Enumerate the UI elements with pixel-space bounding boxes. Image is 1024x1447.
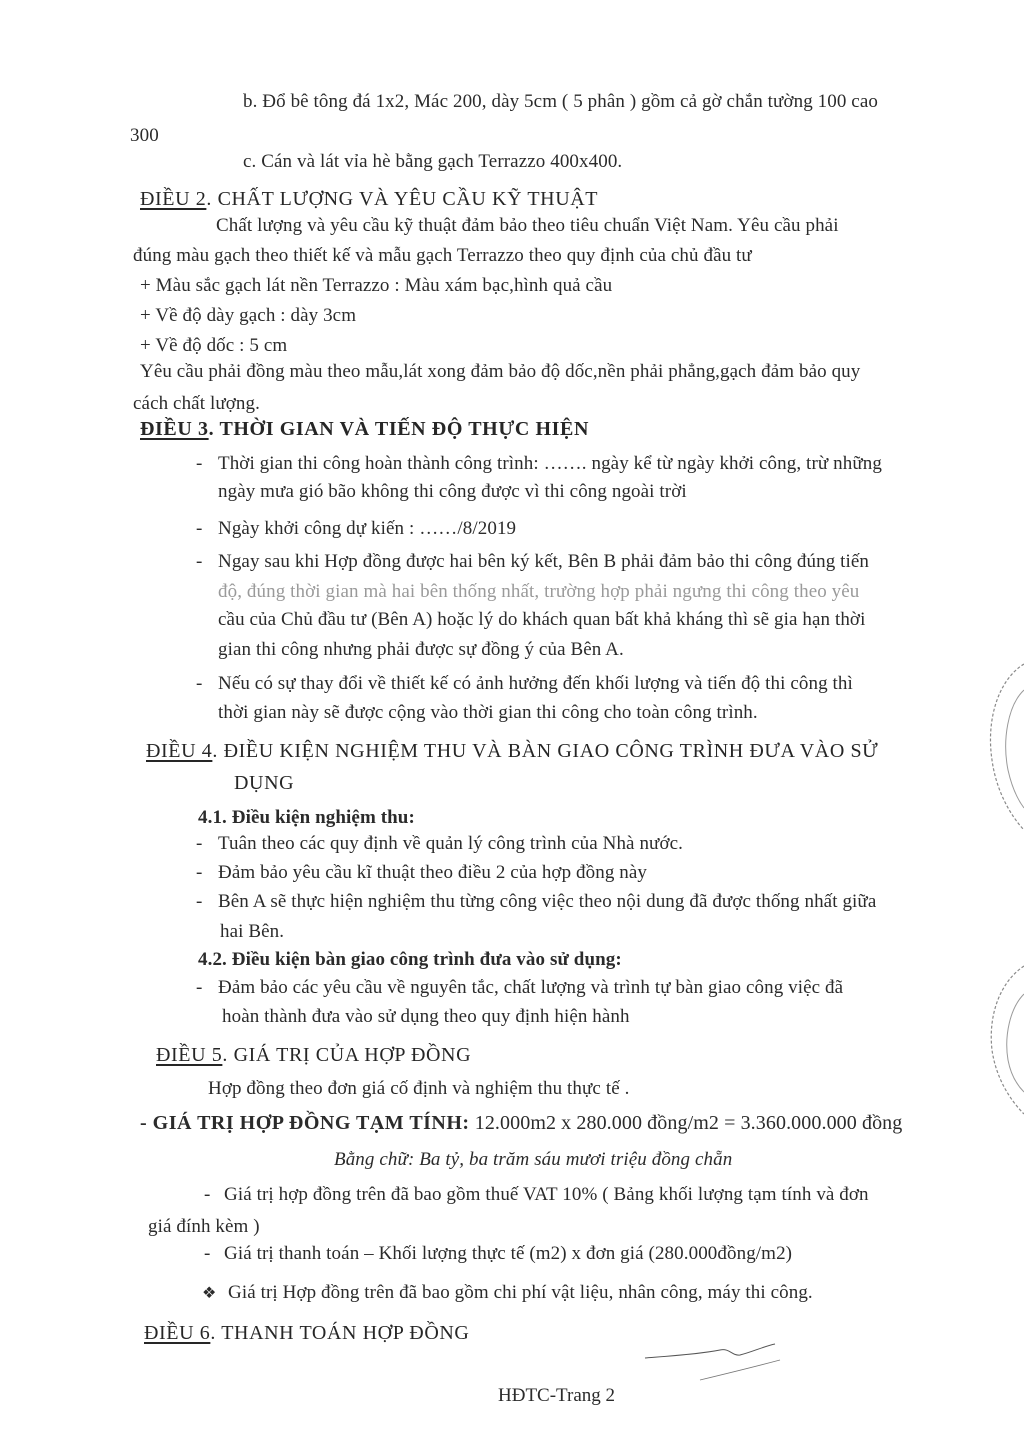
bullet-dash: - xyxy=(196,453,203,474)
list-item-text: Thời gian thi công hoàn thành công trình: ……. ngày kể từ ngày khởi công, trừ những xyxy=(218,453,882,474)
text-line: đúng màu gạch theo thiết kế và mẫu gạch Terrazzo theo quy định của chủ đầu tư xyxy=(133,245,752,266)
text-line: ngày mưa gió bão không thi công được vì thi công ngoài trời xyxy=(218,481,687,502)
section-title: . ĐIỀU KIỆN NGHIỆM THU VÀ BÀN GIAO CÔNG TRÌNH ĐƯA VÀO SỬ xyxy=(212,740,879,762)
section-title: . THANH TOÁN HỢP ĐỒNG xyxy=(210,1322,470,1344)
text-line: Chất lượng và yêu cầu kỹ thuật đảm bảo theo tiêu chuẩn Việt Nam. Yêu cầu phải xyxy=(216,215,839,236)
list-item xyxy=(196,861,647,885)
signature-mark xyxy=(640,1330,800,1390)
text-line: độ, đúng thời gian mà hai bên thống nhất, trường hợp phải ngưng thi công theo yêu xyxy=(218,581,860,602)
section-label: ĐIỀU 3 xyxy=(140,418,209,440)
subsection-heading: 4.2. Điều kiện bàn giao công trình đưa vào sử dụng: xyxy=(198,949,622,970)
list-item xyxy=(196,550,869,574)
text-line: cách chất lượng. xyxy=(133,393,260,414)
list-item-text: Đảm bảo yêu cầu kĩ thuật theo điều 2 của hợp đồng này xyxy=(218,862,648,883)
list-item xyxy=(196,452,882,476)
bullet-dash: - xyxy=(196,862,203,883)
text-line: + Về độ dốc : 5 cm xyxy=(140,335,288,356)
text-line: cầu của Chủ đầu tư (Bên A) hoặc lý do khách quan bất khả kháng thì sẽ gia hạn thời xyxy=(218,609,866,630)
list-item xyxy=(196,976,843,1000)
section-label: ĐIỀU 2 xyxy=(140,188,207,210)
bullet-dash: - xyxy=(204,1243,211,1264)
list-item xyxy=(202,1281,813,1306)
section-label: ĐIỀU 4 xyxy=(146,740,213,762)
list-item-text: Giá trị thanh toán – Khối lượng thực tế (m2) x đơn giá (280.000đồng/m2) xyxy=(224,1243,793,1264)
section-title-continued: DỤNG xyxy=(234,772,295,794)
amount-in-words: Bằng chữ: Ba tỷ, ba trăm sáu mươi triệu đồng chẵn xyxy=(334,1149,733,1170)
section-title: . CHẤT LƯỢNG VÀ YÊU CẦU KỸ THUẬT xyxy=(206,188,599,210)
text-line: hoàn thành đưa vào sử dụng theo quy định hiện hành xyxy=(222,1006,630,1027)
stamp-fragment xyxy=(968,960,1024,1120)
section-heading-dieu-5 xyxy=(156,1042,471,1068)
list-item-text: Tuân theo các quy định về quản lý công trình của Nhà nước. xyxy=(218,833,683,854)
section-title: . GIÁ TRỊ CỦA HỢP ĐỒNG xyxy=(222,1044,472,1066)
stamp-fragment xyxy=(968,660,1024,840)
section-heading-dieu-6 xyxy=(144,1320,469,1346)
list-item xyxy=(204,1183,869,1207)
list-item-text: Giá trị hợp đồng trên đã bao gồm thuế VAT 10% ( Bảng khối lượng tạm tính và đơn xyxy=(224,1184,869,1205)
contract-value-label: - GIÁ TRỊ HỢP ĐỒNG TẠM TÍNH: xyxy=(140,1112,470,1134)
bullet-dash: - xyxy=(196,833,203,854)
bullet-dash: - xyxy=(204,1184,211,1205)
list-item xyxy=(196,672,853,696)
list-item xyxy=(196,832,683,856)
list-item-text: Nếu có sự thay đổi về thiết kế có ảnh hưởng đến khối lượng và tiến độ thi công thì xyxy=(218,673,853,694)
text-line: + Về độ dày gạch : dày 3cm xyxy=(140,305,357,326)
text-line: gian thi công nhưng phải được sự đồng ý của Bên A. xyxy=(218,639,624,660)
text-line: Hợp đồng theo đơn giá cố định và nghiệm thu thực tế . xyxy=(208,1078,630,1099)
text-line: 300 xyxy=(130,125,159,146)
section-label: ĐIỀU 5 xyxy=(156,1044,223,1066)
bullet-dash: - xyxy=(196,518,203,539)
list-item-text: Ngay sau khi Hợp đồng được hai bên ký kết, Bên B phải đảm bảo thi công đúng tiến xyxy=(218,551,870,572)
section-heading-dieu-3 xyxy=(140,416,589,442)
section-heading-dieu-4 xyxy=(146,738,878,764)
text-line: + Màu sắc gạch lát nền Terrazzo : Màu xám bạc,hình quả cầu xyxy=(140,275,613,296)
subsection-heading: 4.1. Điều kiện nghiệm thu: xyxy=(198,807,415,828)
list-item xyxy=(204,1242,792,1266)
list-item-text: Ngày khởi công dự kiến : ……/8/2019 xyxy=(218,518,517,539)
text-line: b. Đổ bê tông đá 1x2, Mác 200, dày 5cm ( 5 phân ) gồm cả gờ chắn tường 100 cao xyxy=(243,91,878,112)
text-line: c. Cán và lát vỉa hè bằng gạch Terrazzo 400x400. xyxy=(243,151,623,172)
list-item-text: Bên A sẽ thực hiện nghiệm thu từng công việc theo nội dung đã được thống nhất giữa xyxy=(218,891,877,912)
bullet-dash: - xyxy=(196,673,203,694)
text-line: Yêu cầu phải đồng màu theo mẫu,lát xong đảm bảo độ dốc,nền phải phẳng,gạch đảm bảo quy xyxy=(140,361,861,382)
page-footer: HĐTC-Trang 2 xyxy=(498,1385,615,1406)
section-title: . THỜI GIAN VÀ TIẾN ĐỘ THỰC HIỆN xyxy=(208,418,590,440)
bullet-dash: - xyxy=(196,891,203,912)
list-item-text: Đảm bảo các yêu cầu về nguyên tắc, chất lượng và trình tự bàn giao công việc đã xyxy=(218,977,844,998)
contract-value-line xyxy=(140,1111,902,1135)
text-line: giá đính kèm ) xyxy=(148,1216,260,1237)
contract-value-amount: 12.000m2 x 280.000 đồng/m2 = 3.360.000.000 đồng xyxy=(474,1112,903,1134)
diamond-bullet-icon: ❖ xyxy=(202,1285,217,1302)
list-item-text: Giá trị Hợp đồng trên đã bao gồm chi phí vật liệu, nhân công, máy thi công. xyxy=(228,1282,813,1303)
text-line: hai Bên. xyxy=(220,921,285,942)
text-line: thời gian này sẽ được cộng vào thời gian thi công cho toàn công trình. xyxy=(218,702,758,723)
list-item xyxy=(196,517,516,541)
bullet-dash: - xyxy=(196,977,203,998)
section-heading-dieu-2 xyxy=(140,186,598,212)
bullet-dash: - xyxy=(196,551,203,572)
list-item xyxy=(196,890,876,914)
section-label: ĐIỀU 6 xyxy=(144,1322,211,1344)
